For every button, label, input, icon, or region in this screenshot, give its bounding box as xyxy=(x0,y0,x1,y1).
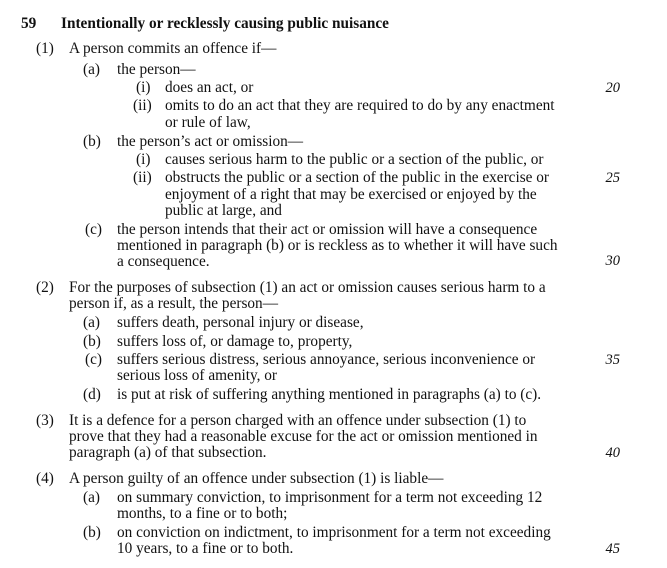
subsection-number: (3) xyxy=(36,412,54,429)
paragraph-text: is put at risk of suffering anything mentioned in paragraphs (a) to (c). xyxy=(117,386,542,403)
subparagraph-label: (i) xyxy=(136,151,151,168)
subparagraph-text: does an act, or xyxy=(165,79,254,96)
paragraph-text: on conviction on indictment, to imprisonment for a term not exceeding xyxy=(117,524,551,541)
subsection-number: (4) xyxy=(36,470,54,487)
paragraph-label: (b) xyxy=(83,524,101,541)
paragraph-text: on summary conviction, to imprisonment for a term not exceeding 12 xyxy=(117,489,543,506)
paragraph-text: the person’s act or omission— xyxy=(117,133,304,150)
paragraph-text: the person— xyxy=(117,61,196,78)
line-number: 35 xyxy=(605,352,620,368)
section-number: 59 xyxy=(21,15,37,32)
subsection-text: paragraph (a) of that subsection. xyxy=(69,444,267,461)
subsection-text: person if, as a result, the person— xyxy=(69,295,279,312)
line-number: 40 xyxy=(605,445,620,461)
line-number: 45 xyxy=(605,541,620,557)
subparagraph-text: causes serious harm to the public or a section of the public, or xyxy=(165,151,544,168)
paragraph-label: (c) xyxy=(85,351,102,368)
paragraph-label: (c) xyxy=(85,221,102,238)
paragraph-label: (d) xyxy=(83,386,101,403)
paragraph-text: suffers loss of, or damage to, property, xyxy=(117,333,353,350)
subparagraph-text: or rule of law, xyxy=(165,114,251,131)
subsection-text: prove that they had a reasonable excuse for the act or omission mentioned in xyxy=(69,428,538,445)
paragraph-label: (b) xyxy=(83,133,101,150)
subsection-text: A person commits an offence if— xyxy=(69,40,277,57)
paragraph-label: (a) xyxy=(83,61,100,78)
subsection-number: (2) xyxy=(36,279,54,296)
paragraph-text: the person intends that their act or omission will have a consequence xyxy=(117,221,538,238)
subsection-text: For the purposes of subsection (1) an act or omission causes serious harm to a xyxy=(69,279,546,296)
subsection-number: (1) xyxy=(36,40,54,57)
paragraph-text: suffers serious distress, serious annoyance, serious inconvenience or xyxy=(117,351,536,368)
paragraph-label: (a) xyxy=(83,314,100,331)
paragraph-label: (b) xyxy=(83,333,101,350)
paragraph-text: suffers death, personal injury or disease, xyxy=(117,314,364,331)
subparagraph-label: (i) xyxy=(136,79,151,96)
line-number: 20 xyxy=(605,80,620,96)
subparagraph-text: public at large, and xyxy=(165,202,282,219)
subparagraph-text: obstructs the public or a section of the public in the exercise or xyxy=(165,169,550,186)
subparagraph-label: (ii) xyxy=(133,169,152,186)
paragraph-text: serious loss of amenity, or xyxy=(117,367,278,384)
line-number: 30 xyxy=(605,253,620,269)
subsection-text: It is a defence for a person charged with an offence under subsection (1) to xyxy=(69,412,527,429)
paragraph-text: mentioned in paragraph (b) or is reckless as to whether it will have such xyxy=(117,237,558,254)
subparagraph-text: enjoyment of a right that may be exercised or enjoyed by the xyxy=(165,186,537,203)
subparagraph-label: (ii) xyxy=(133,97,152,114)
paragraph-text: months, to a fine or to both; xyxy=(117,505,288,522)
paragraph-text: a consequence. xyxy=(117,253,210,270)
section-title: Intentionally or recklessly causing public nuisance xyxy=(61,15,389,32)
line-number: 25 xyxy=(605,170,620,186)
subsection-text: A person guilty of an offence under subsection (1) is liable— xyxy=(69,470,444,487)
paragraph-label: (a) xyxy=(83,489,100,506)
subparagraph-text: omits to do an act that they are required to do by any enactment xyxy=(165,97,555,114)
paragraph-text: 10 years, to a fine or to both. xyxy=(117,540,294,557)
